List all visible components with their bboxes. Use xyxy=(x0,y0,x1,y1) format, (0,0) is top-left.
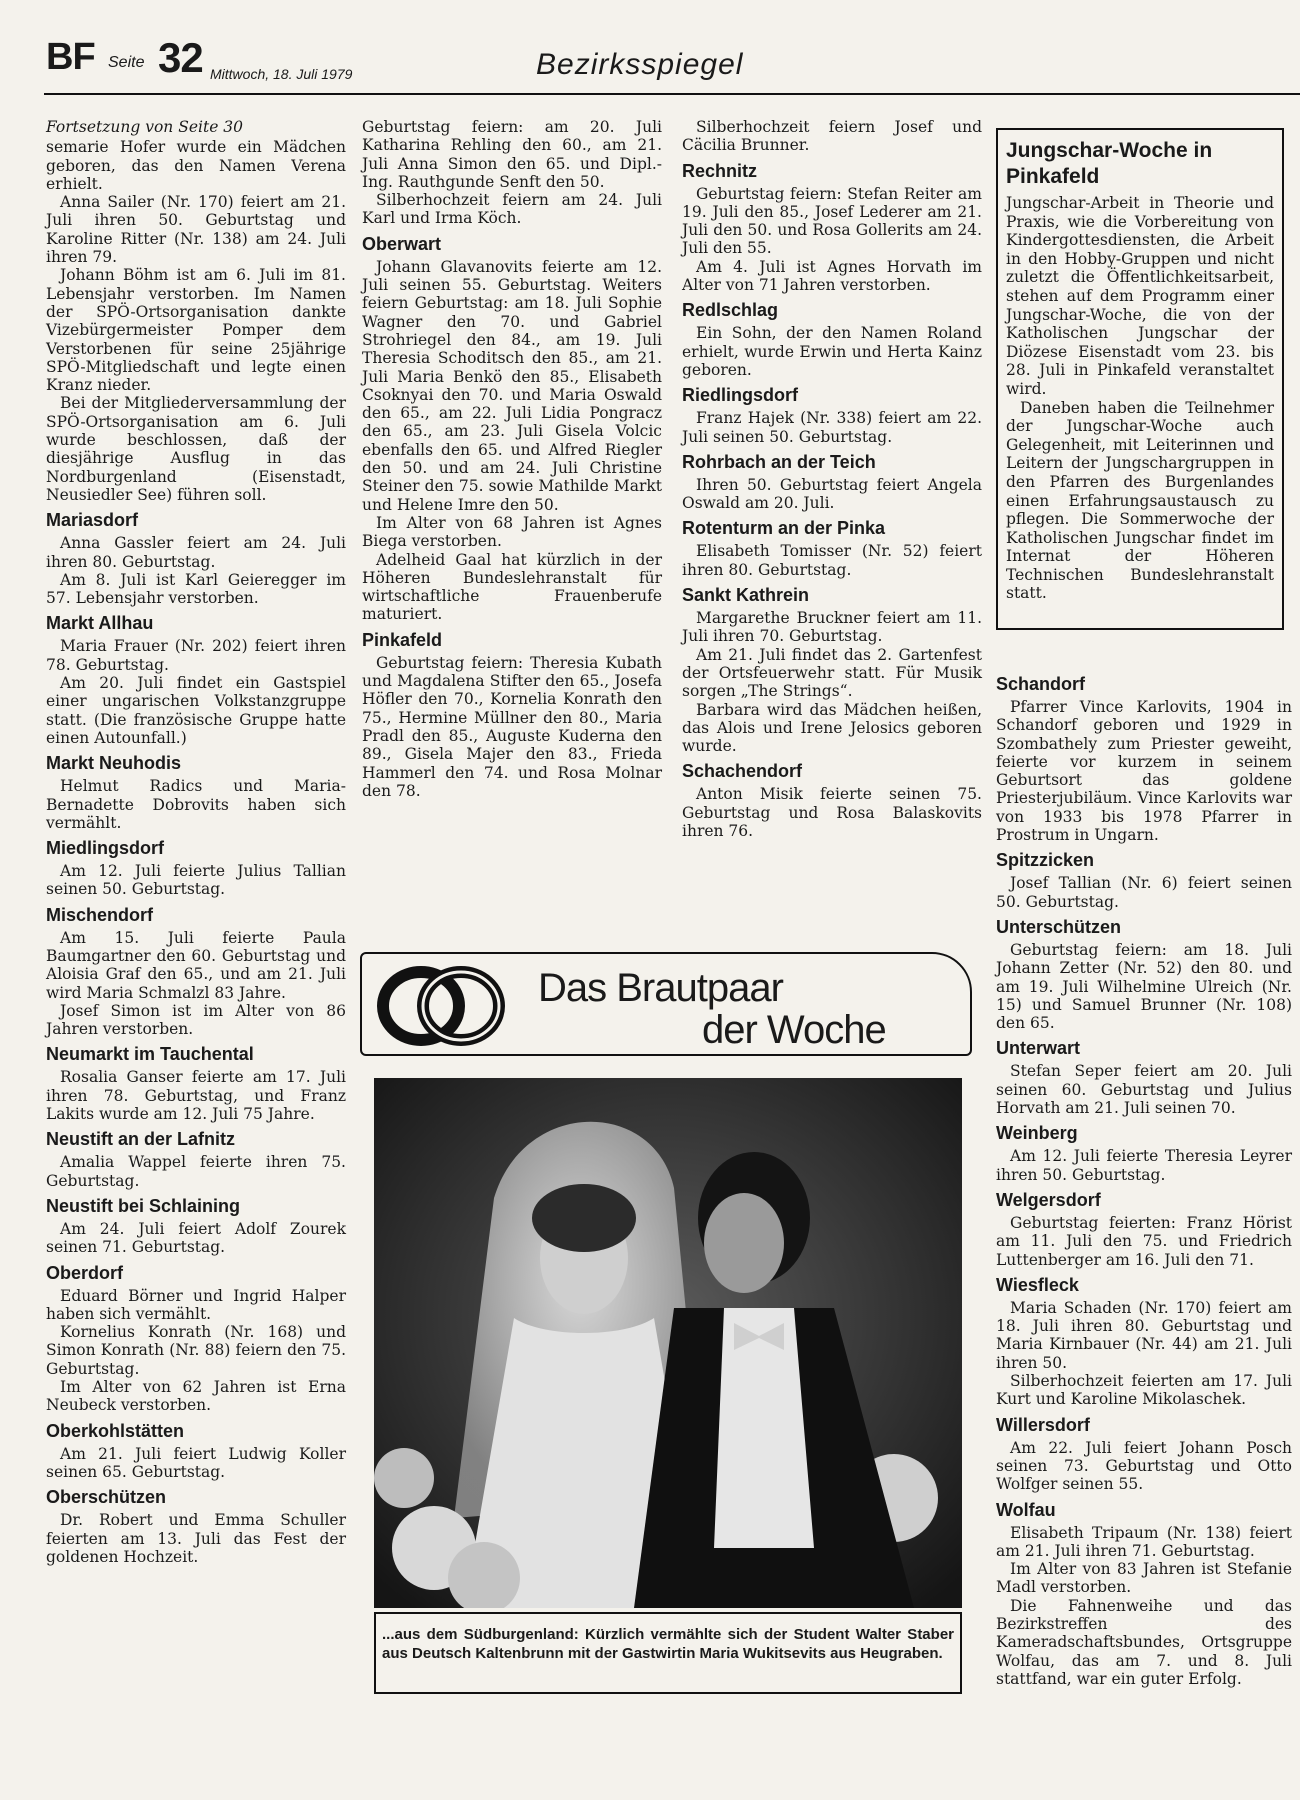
page-label: Seite xyxy=(108,54,145,71)
column-3 xyxy=(682,118,982,840)
header-rule xyxy=(44,93,1300,95)
town-heading: Welgersdorf xyxy=(996,1189,1101,1210)
page-number: 32 xyxy=(158,34,203,81)
wedding-photo-image xyxy=(374,1078,962,1608)
article-paragraph: Ihren 50. Geburtstag feiert Angela Oswald am 20. Juli. xyxy=(682,475,982,513)
article-paragraph: Geburtstag feierten: Franz Hörist am 11. Juli den 75. und Friedrich Luttenberger am 16. Juli den 71. xyxy=(996,1213,1292,1269)
town-heading: Markt Allhau xyxy=(46,613,154,634)
article-paragraph: Am 20. Juli findet ein Gastspiel einer ungarischen Volkstanzgruppe statt. (Die französische Gruppe hatte einen Autounfall.) xyxy=(46,674,346,747)
column-1 xyxy=(46,118,346,1566)
article-paragraph: Am 4. Juli ist Agnes Horvath im Alter von 71 Jahren verstorben. xyxy=(682,257,982,295)
town-heading: Pinkafeld xyxy=(362,629,443,650)
section-title: Bezirksspiegel xyxy=(536,48,744,81)
banner-title-line-2: der Woche xyxy=(702,1008,886,1052)
continuation-note: Fortsetzung von Seite 30 xyxy=(46,118,244,136)
town-heading: Sankt Kathrein xyxy=(682,585,810,606)
article-paragraph: Am 8. Juli ist Karl Geieregger im 57. Lebensjahr verstorben. xyxy=(46,570,346,608)
article-paragraph: Maria Frauer (Nr. 202) feiert ihren 78. Geburtstag. xyxy=(46,637,346,674)
article-paragraph: Eduard Börner und Ingrid Halper haben sich vermählt. xyxy=(46,1286,346,1323)
article-paragraph: Anna Gassler feiert am 24. Juli ihren 80. Geburtstag. xyxy=(46,534,346,571)
column-4 xyxy=(996,668,1292,1688)
article-paragraph: Pfarrer Vince Karlovits, 1904 in Schandorf geboren und 1929 in Szombathely zum Priester geweiht, feierte vor kurzem in seinem Geburtsort das goldene Priesterjubiläum. Vince Karlovits war von 1933 bis 1978 Pfarrer in Prostrum in Ungarn. xyxy=(996,698,1292,845)
town-heading: Unterwart xyxy=(996,1038,1081,1059)
article-paragraph: Margarethe Bruckner feiert am 11. Juli ihren 70. Geburtstag. xyxy=(682,609,982,646)
article-paragraph: Johann Glavanovits feierte am 12. Juli seinen 55. Geburtstag. Weiters feiern Geburtstag: am 18. Juli Sophie Wagner den 70. und Gabriel Strohriegel den 84., am 19. Juli Theresia Schoditsch den 85., am 21. Juli Maria Benkö den 85., Elisabeth Csoknyai den 70. und Maria Oswald den 65., am 22. Juli Lidia Pongracz den 65., am 23. Juli Gisela Volcic ebenfalls den 65. und Alfred Riegler den 50. und am 24. Juli Christine Steiner den 75. sowie Mathilde Markt und Helene Imre den 50. xyxy=(362,257,662,514)
town-heading: Schachendorf xyxy=(682,761,803,782)
wedding-rings-icon xyxy=(376,966,506,1046)
article-paragraph: Silberhochzeit feiern am 24. Juli Karl und Irma Köch. xyxy=(362,191,662,228)
article-paragraph: Am 12. Juli feierte Theresia Leyrer ihren 50. Geburtstag. xyxy=(996,1147,1292,1184)
article-paragraph: Die Fahnenweihe und das Bezirkstreffen des Kameradschaftsbundes, Ortsgruppe Wolfau, das am 7. und 8. Juli stattfand, war ein guter Erfolg. xyxy=(996,1596,1292,1688)
jungschar-box xyxy=(996,128,1284,630)
town-heading: Oberdorf xyxy=(46,1262,124,1283)
town-heading: Willersdorf xyxy=(996,1414,1090,1435)
town-heading: Miedlingsdorf xyxy=(46,838,164,859)
article-paragraph: Johann Böhm ist am 6. Juli im 81. Lebensjahr verstorben. Im Namen der SPÖ-Ortsorganisation dankte Vizebürgermeister Pomper dem Verstorbenen für seine 25jährige SPÖ-Mitgliedschaft und legte einen Kranz nieder. xyxy=(46,266,346,395)
town-heading: Mariasdorf xyxy=(46,510,139,531)
article-paragraph: Am 15. Juli feierte Paula Baumgartner den 60. Geburtstag und Aloisia Graf den 65., und am 21. Juli wird Maria Schmalzl 83 Jahre. xyxy=(46,928,346,1002)
article-paragraph: Am 24. Juli feiert Adolf Zourek seinen 71. Geburtstag. xyxy=(46,1219,346,1257)
article-paragraph: Franz Hajek (Nr. 338) feiert am 22. Juli seinen 50. Geburtstag. xyxy=(682,409,982,446)
town-heading: Wolfau xyxy=(996,1499,1056,1520)
town-heading: Mischendorf xyxy=(46,904,154,925)
town-heading: Rohrbach an der Teich xyxy=(682,451,876,472)
town-heading: Rotenturm an der Pinka xyxy=(682,518,886,539)
town-heading: Oberwart xyxy=(362,233,442,254)
town-heading: Unterschützen xyxy=(996,916,1122,937)
article-paragraph: Jungschar-Arbeit in Theorie und Praxis, wie die Vorbereitung von Kindergottesdiensten, die Arbeit in den Hobby-Gruppen und nicht zuletzt die Öffentlichkeitsarbeit, stehen auf dem Programm einer Jungschar-Woche, die von der Katholischen Jungschar der Diözese Eisenstadt vom 23. bis 28. Juli in Pinkafeld veranstaltet wird. xyxy=(1006,194,1274,398)
issue-date: Mittwoch, 18. Juli 1979 xyxy=(210,66,353,82)
article-paragraph: Geburtstag feiern: am 18. Juli Johann Zetter (Nr. 52) den 80. und am 19. Juli Wilhelmine Ulreich (Nr. 15) und Samuel Brunner (Nr. 108) den 65. xyxy=(996,940,1292,1033)
town-heading: Weinberg xyxy=(996,1123,1078,1144)
article-paragraph: Ein Sohn, der den Namen Roland erhielt, wurde Erwin und Herta Kainz geboren. xyxy=(682,324,982,379)
article-paragraph: Geburtstag feiern: Stefan Reiter am 19. Juli den 85., Josef Lederer am 21. Juli den 50. und Rosa Gollerits am 24. Juli den 55. xyxy=(682,184,982,258)
masthead xyxy=(46,34,1300,94)
article-paragraph: Amalia Wappel feierte ihren 75. Geburtstag. xyxy=(46,1153,346,1190)
town-heading: Oberschützen xyxy=(46,1487,167,1508)
article-paragraph: Elisabeth Tomisser (Nr. 52) feiert ihren 80. Geburtstag. xyxy=(682,542,982,579)
article-paragraph: Anna Sailer (Nr. 170) feiert am 21. Juli ihren 50. Geburtstag und Karoline Ritter (Nr. 138) am 24. Juli ihren 79. xyxy=(46,193,346,267)
town-heading: Riedlingsdorf xyxy=(682,385,798,406)
town-heading: Spitzzicken xyxy=(996,850,1095,871)
article-paragraph: Am 22. Juli feiert Johann Posch seinen 73. Geburtstag und Otto Wolfger seinen 55. xyxy=(996,1438,1292,1494)
wedding-photo xyxy=(374,1078,962,1608)
article-paragraph: Im Alter von 83 Jahren ist Stefanie Madl verstorben. xyxy=(996,1560,1292,1597)
article-paragraph: Im Alter von 62 Jahren ist Erna Neubeck verstorben. xyxy=(46,1378,346,1415)
article-paragraph: Im Alter von 68 Jahren ist Agnes Biega verstorben. xyxy=(362,513,662,551)
town-heading: Schandorf xyxy=(996,674,1086,694)
article-paragraph: Am 21. Juli findet das 2. Gartenfest der Ortsfeuerwehr statt. Für Musik sorgen „The Strings“. xyxy=(682,645,982,701)
photo-caption: ...aus dem Südburgenland: Kürzlich vermählte sich der Student Walter Staber aus Deutsch Kaltenbrunn mit der Gastwirtin Maria Wukitsevits aus Heugraben. xyxy=(382,1626,954,1662)
article-paragraph: Geburtstag feiern: Theresia Kubath und Magdalena Stifter den 65., Josefa Höfler den 70., Kornelia Konrath den 75., Hermine Müllner den 80., Maria Pradl den 85., Auguste Kuderna den 89., Gisela Majer den 83., Frieda Hammerl den 74. und Rosa Molnar den 78. xyxy=(362,653,662,800)
banner-title-line-1: Das Brautpaar xyxy=(538,966,783,1010)
town-heading: Rechnitz xyxy=(682,160,758,181)
masthead-logo: BF xyxy=(46,36,95,78)
town-heading: Neumarkt im Tauchental xyxy=(46,1044,254,1065)
brautpaar-banner xyxy=(360,952,972,1056)
article-paragraph: Dr. Robert und Emma Schuller feierten am 13. Juli das Fest der goldenen Hochzeit. xyxy=(46,1511,346,1566)
article-paragraph: Am 12. Juli feierte Julius Tallian seinen 50. Geburtstag. xyxy=(46,862,346,899)
article-paragraph: Elisabeth Tripaum (Nr. 138) feiert am 21. Juli ihren 71. Geburtstag. xyxy=(996,1523,1292,1560)
article-paragraph: Silberhochzeit feiern Josef und Cäcilia Brunner. xyxy=(682,118,982,155)
article-paragraph: Am 21. Juli feiert Ludwig Koller seinen 65. Geburtstag. xyxy=(46,1444,346,1481)
town-heading: Redlschlag xyxy=(682,300,779,321)
article-paragraph: Barbara wird das Mädchen heißen, das Alois und Irene Jelosics geboren wurde. xyxy=(682,700,982,756)
article-paragraph: semarie Hofer wurde ein Mädchen geboren, das den Namen Verena erhielt. xyxy=(46,138,346,193)
column-2 xyxy=(362,118,662,800)
box-headline: Jungschar-Woche in Pinkafeld xyxy=(1006,139,1213,188)
town-heading: Markt Neuhodis xyxy=(46,753,182,774)
brautpaar-feature xyxy=(360,952,972,1700)
article-paragraph: Geburtstag feiern: am 20. Juli Katharina Rehling den 60., am 21. Juli Anna Simon den 65. und Dipl.-Ing. Rauthgunde Senft den 50. xyxy=(362,118,662,191)
article-paragraph: Maria Schaden (Nr. 170) feiert am 18. Juli ihren 80. Geburtstag und Maria Kirnbauer (Nr. 44) am 21. Juli ihren 50. xyxy=(996,1298,1292,1372)
town-heading: Neustift bei Schlaining xyxy=(46,1195,241,1216)
article-paragraph: Helmut Radics und Maria-Bernadette Dobrovits haben sich vermählt. xyxy=(46,777,346,832)
article-paragraph: Rosalia Ganser feierte am 17. Juli ihren 78. Geburtstag, und Franz Lakits wurde am 12. Juli 75 Jahre. xyxy=(46,1068,346,1124)
town-heading: Neustift an der Lafnitz xyxy=(46,1129,236,1150)
article-paragraph: Josef Tallian (Nr. 6) feiert seinen 50. Geburtstag. xyxy=(996,874,1292,911)
article-paragraph: Kornelius Konrath (Nr. 168) und Simon Konrath (Nr. 88) feiern den 75. Geburtstag. xyxy=(46,1323,346,1378)
article-paragraph: Anton Misik feierte seinen 75. Geburtstag und Rosa Balaskovits ihren 76. xyxy=(682,785,982,841)
article-paragraph: Adelheid Gaal hat kürzlich in der Höheren Bundeslehranstalt für wirtschaftliche Frauenberufe maturiert. xyxy=(362,550,662,624)
article-paragraph: Daneben haben die Teilnehmer der Jungschar-Woche auch Gelegenheit, mit Leiterinnen und Leitern der Jungschargruppen in den Pfarren des Burgenlandes einen Erfahrungsaustausch zu pflegen. Die Sommerwoche der Katholischen Jungschar findet im Internat der Höheren Technischen Bundeslehranstalt statt. xyxy=(1006,398,1274,603)
article-paragraph: Stefan Seper feiert am 20. Juli seinen 60. Geburtstag und Julius Horvath am 21. Juli seinen 70. xyxy=(996,1062,1292,1118)
town-heading: Wiesfleck xyxy=(996,1274,1079,1295)
article-paragraph: Josef Simon ist im Alter von 86 Jahren verstorben. xyxy=(46,1001,346,1039)
article-paragraph: Bei der Mitgliederversammlung der SPÖ-Ortsorganisation am 6. Juli wurde beschlossen, daß der diesjährige Ausflug in das Nordburgenland (Eisenstadt, Neusiedler See) führen soll. xyxy=(46,394,346,504)
article-paragraph: Silberhochzeit feierten am 17. Juli Kurt und Karoline Mikolaschek. xyxy=(996,1372,1292,1409)
town-heading: Oberkohlstätten xyxy=(46,1420,185,1441)
